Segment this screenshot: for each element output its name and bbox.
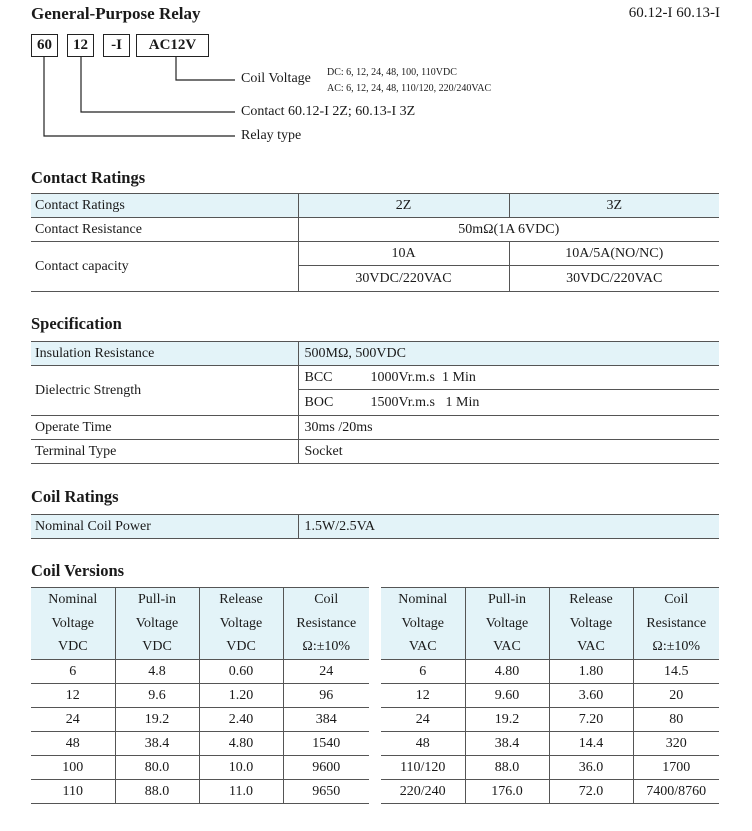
cell-value [298, 366, 719, 390]
table-row [31, 440, 719, 464]
cell-value: 4.80 [199, 732, 283, 756]
coil-voltage-label: Coil Voltage [241, 71, 311, 86]
cell-value: 12 [381, 684, 465, 708]
header-cell: Contact Ratings [31, 194, 298, 218]
contact-ratings-heading: Contact Ratings [31, 168, 146, 187]
row-label: Contact Resistance [31, 218, 298, 242]
row-label: Insulation Resistance [31, 342, 298, 366]
cell-value: 14.4 [549, 732, 633, 756]
cell-value: 20 [633, 684, 719, 708]
header-cell: Release [549, 588, 633, 612]
header-cell: Voltage [31, 612, 115, 636]
cell-value: 500MΩ, 500VDC [298, 342, 719, 366]
cell-value: 11.0 [199, 780, 283, 804]
table-row [31, 416, 719, 440]
table-row [31, 732, 369, 756]
cell-value: 4.80 [465, 660, 549, 684]
header-cell: Voltage [199, 612, 283, 636]
coil-versions-ac-table [381, 587, 719, 804]
cell-value: 50mΩ(1A 6VDC) [298, 218, 719, 242]
cell-value: 30ms /20ms [298, 416, 719, 440]
cell-value: 4.8 [115, 660, 199, 684]
table-row [31, 194, 719, 218]
header-cell: Coil [633, 588, 719, 612]
page-title: General-Purpose Relay [31, 4, 201, 23]
cell-value: 30VDC/220VAC [298, 266, 509, 292]
header-row [381, 636, 719, 660]
cell-value: 7.20 [549, 708, 633, 732]
table-row [381, 756, 719, 780]
row-label: Dielectric Strength [31, 366, 298, 416]
code-box-suffix: -I [103, 34, 130, 57]
code-box-relay-type: 60 [31, 34, 58, 57]
header-cell: VAC [381, 636, 465, 660]
cell-value: 80.0 [115, 756, 199, 780]
cell-value: 24 [31, 708, 115, 732]
header-cell: VDC [115, 636, 199, 660]
header-cell: Pull-in [115, 588, 199, 612]
header-cell: Voltage [115, 612, 199, 636]
header-cell: Ω:±10% [633, 636, 719, 660]
cell-value: Socket [298, 440, 719, 464]
cell-value: 220/240 [381, 780, 465, 804]
header-row [31, 612, 369, 636]
table-row [381, 708, 719, 732]
header-cell: VDC [199, 636, 283, 660]
dielectric-name: BOC [304, 394, 334, 410]
cell-value: 110/120 [381, 756, 465, 780]
table-row [31, 756, 369, 780]
cell-value: 1700 [633, 756, 719, 780]
cell-value: 320 [633, 732, 719, 756]
table-row [31, 342, 719, 366]
dielectric-value: 1000Vr.m.s 1 Min [370, 369, 476, 385]
table-row [381, 660, 719, 684]
header-cell: Pull-in [465, 588, 549, 612]
cell-value: 10A [298, 242, 509, 266]
header-cell: Nominal [381, 588, 465, 612]
table-row [31, 242, 719, 266]
header-cell: Release [199, 588, 283, 612]
header-cell: Nominal [31, 588, 115, 612]
cell-value: 0.60 [199, 660, 283, 684]
cell-value: 3.60 [549, 684, 633, 708]
cell-value: 9.6 [115, 684, 199, 708]
cell-value: 96 [283, 684, 369, 708]
table-row [31, 660, 369, 684]
header-row [31, 636, 369, 660]
cell-value: 384 [283, 708, 369, 732]
cell-value: 1.80 [549, 660, 633, 684]
coil-voltage-dc: DC: 6, 12, 24, 48, 100, 110VDC [327, 67, 457, 78]
dielectric-name: BCC [304, 369, 333, 385]
header-cell: VAC [549, 636, 633, 660]
cell-value: 88.0 [465, 756, 549, 780]
cell-value: 48 [31, 732, 115, 756]
header-cell: Ω:±10% [283, 636, 369, 660]
coil-ratings-table [31, 514, 719, 539]
cell-value: 24 [283, 660, 369, 684]
cell-value: 9600 [283, 756, 369, 780]
table-row [381, 780, 719, 804]
header-row [381, 588, 719, 612]
table-row [381, 684, 719, 708]
specification-heading: Specification [31, 314, 122, 333]
dielectric-value: 1500Vr.m.s 1 Min [370, 394, 480, 410]
code-box-contact: 12 [67, 34, 94, 57]
cell-value: 38.4 [465, 732, 549, 756]
cell-value: 80 [633, 708, 719, 732]
table-row [31, 366, 719, 390]
coil-versions-dc-table [31, 587, 369, 804]
coil-versions-heading: Coil Versions [31, 561, 125, 580]
table-row [31, 515, 719, 539]
cell-value: 10.0 [199, 756, 283, 780]
header-cell: Voltage [381, 612, 465, 636]
cell-value: 30VDC/220VAC [509, 266, 719, 292]
table-row [31, 684, 369, 708]
cell-value: 38.4 [115, 732, 199, 756]
header-row [31, 588, 369, 612]
cell-value: 12 [31, 684, 115, 708]
relay-type-label: Relay type [241, 128, 302, 143]
header-cell: Voltage [549, 612, 633, 636]
row-label: Terminal Type [31, 440, 298, 464]
cell-value: 1540 [283, 732, 369, 756]
header-cell: Resistance [633, 612, 719, 636]
cell-value: 36.0 [549, 756, 633, 780]
table-row [31, 780, 369, 804]
cell-value: 14.5 [633, 660, 719, 684]
cell-value: 19.2 [115, 708, 199, 732]
cell-value: 110 [31, 780, 115, 804]
specification-table [31, 341, 719, 464]
cell-value: 176.0 [465, 780, 549, 804]
table-row [31, 218, 719, 242]
header-cell: 2Z [298, 194, 509, 218]
cell-value: 7400/8760 [633, 780, 719, 804]
coil-ratings-heading: Coil Ratings [31, 487, 119, 506]
header-row [381, 612, 719, 636]
header-cell: Voltage [465, 612, 549, 636]
cell-value: 100 [31, 756, 115, 780]
model-numbers: 60.12-I 60.13-I [628, 5, 720, 21]
header-cell: Coil [283, 588, 369, 612]
header-cell: VDC [31, 636, 115, 660]
cell-value: 1.20 [199, 684, 283, 708]
row-label: Nominal Coil Power [31, 515, 298, 539]
row-label: Operate Time [31, 416, 298, 440]
cell-value: 9650 [283, 780, 369, 804]
cell-value: 6 [381, 660, 465, 684]
cell-value: 72.0 [549, 780, 633, 804]
cell-value: 9.60 [465, 684, 549, 708]
contact-label: Contact 60.12-I 2Z; 60.13-I 3Z [241, 104, 416, 119]
cell-value: 24 [381, 708, 465, 732]
cell-value [298, 390, 719, 416]
cell-value: 6 [31, 660, 115, 684]
cell-value: 19.2 [465, 708, 549, 732]
table-row [31, 708, 369, 732]
cell-value: 1.5W/2.5VA [298, 515, 719, 539]
cell-value: 2.40 [199, 708, 283, 732]
coil-voltage-ac: AC: 6, 12, 24, 48, 110/120, 220/240VAC [327, 83, 492, 94]
contact-ratings-table [31, 193, 719, 292]
header-cell: 3Z [509, 194, 719, 218]
cell-value: 88.0 [115, 780, 199, 804]
header-cell: VAC [465, 636, 549, 660]
code-box-coil-voltage: AC12V [136, 34, 209, 57]
cell-value: 48 [381, 732, 465, 756]
table-row [381, 732, 719, 756]
row-label: Contact capacity [31, 242, 298, 292]
header-cell: Resistance [283, 612, 369, 636]
cell-value: 10A/5A(NO/NC) [509, 242, 719, 266]
